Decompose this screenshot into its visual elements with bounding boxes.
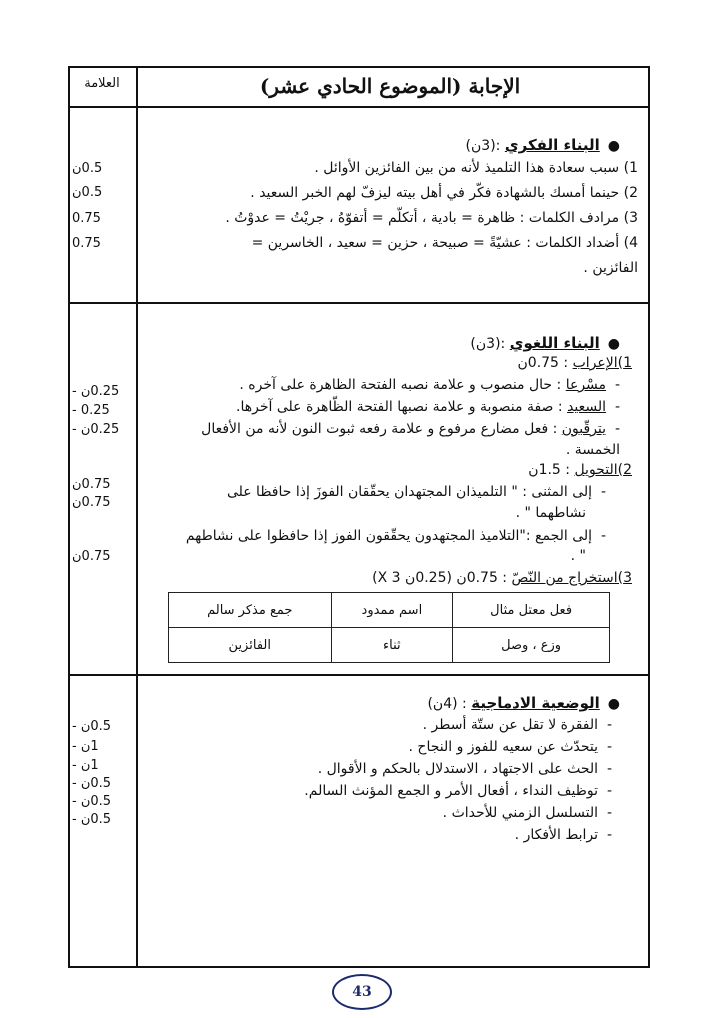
irab-heading: [518, 355, 632, 371]
section1-mark-4: 0.75: [72, 236, 101, 251]
section3-mark-4: 0.5ن -: [72, 776, 112, 791]
bullet-icon: ●: [607, 336, 620, 352]
marks-column-divider: [136, 66, 138, 968]
irab-item-2: - السعيد : صفة منصوبة و علامة نصبها الفتحة الظّاهرة على آخرها.: [236, 399, 620, 415]
bullet-icon: ●: [607, 138, 620, 154]
tahwil-text: إلى المثنى : " التلميذان المجتهدان يحقّقان الفوزَ إذا حافظا على: [226, 484, 593, 500]
irab-item-3-cont: الخمسة .: [565, 442, 620, 458]
tahwil-heading: [528, 462, 632, 478]
section1-item-3: 3) مرادف الكلمات : ظاهرة = بادية ، أتكلّم = أتفوّهُ ، جريْتُ = عدوْتُ .: [225, 210, 638, 226]
section2-points: :(3ن): [470, 336, 506, 352]
tahwil-points: : 1.5ن: [528, 462, 570, 478]
criterion-text: يتحدّث عن سعيه للفوز و النجاح .: [408, 739, 599, 755]
marks-column-label: العلامة: [84, 76, 120, 91]
section2-divider: [68, 674, 650, 676]
table-cell: وزع ، وصل: [453, 628, 610, 663]
page-title: الإجابة (الموضوع الحادي عشر): [259, 74, 521, 98]
irab-word: السعيد: [567, 399, 607, 415]
tahwil-item-2-cont: " .: [570, 548, 586, 564]
irab-item-1: - مسْرعا : حال منصوب و علامة نصبه الفتحة الظاهرة على آخره .: [239, 377, 620, 393]
irab-text: : حال منصوب و علامة نصبه الفتحة الظاهرة على آخره .: [239, 377, 562, 393]
section3-item-3: - الحث على الاجتهاد ، الاستدلال بالحكم و الأقوال .: [317, 761, 612, 777]
section1-item-2: 2) حينما أمسك بالشهادة فكّر في أهل بيته ليزفّ لهم الخبر السعيد .: [250, 185, 638, 201]
section1-item-4: 4) أضداد الكلمات : عشيّةً = صبيحة ، حزين = سعيد ، الخاسرين =: [251, 235, 638, 251]
criterion-text: ترابط الأفكار .: [514, 827, 599, 843]
page-number: 43: [332, 974, 392, 1010]
section3-mark-1: 0.5ن -: [72, 719, 112, 734]
section1-heading: [466, 136, 620, 154]
irab-mark-2: 0.25 -: [72, 403, 110, 418]
irab-word: يترقّبون: [561, 421, 607, 437]
table-cell: الفائزين: [169, 628, 332, 663]
extract-heading: [372, 570, 632, 586]
tahwil-item-1: - إلى المثنى : " التلميذان المجتهدان يحقّقان الفوزَ إذا حافظا على: [226, 484, 606, 500]
section2-heading: [470, 334, 620, 352]
section3-item-6: - ترابط الأفكار .: [514, 827, 612, 843]
section1-mark-1: 0.5ن: [72, 161, 103, 176]
section3-mark-2: 1ن -: [72, 739, 99, 754]
section1-points: :(3ن): [465, 138, 501, 154]
section3-mark-3: 1ن -: [72, 758, 99, 773]
irab-label: 1)الإعراب: [572, 355, 632, 371]
irab-points: : 0.75ن: [517, 355, 569, 371]
irab-item-3: - يترقّبون : فعل مضارع مرفوع و علامة رفعه ثبوت النون لأنه من الأفعال: [201, 421, 620, 437]
header-divider: [68, 106, 650, 108]
section3-item-2: - يتحدّث عن سعيه للفوز و النجاح .: [408, 739, 612, 755]
table-row: [169, 628, 610, 663]
section1-item-4-cont: الفائزين .: [583, 260, 638, 276]
irab-mark-1: 0.25ن -: [72, 384, 120, 399]
table-header-cell: اسم ممدود: [331, 593, 453, 628]
section3-item-5: - التسلسل الزمني للأحداث .: [442, 805, 612, 821]
irab-mark-3: 0.25ن -: [72, 422, 120, 437]
criterion-text: الفقرة لا تقل عن ستّة أسطر .: [422, 717, 599, 733]
word-extraction-table: [168, 592, 610, 663]
irab-word: مسْرعا: [565, 377, 607, 393]
tahwil-mark-1: 0.75ن: [72, 477, 111, 492]
table-header-cell: جمع مذكر سالم: [169, 593, 332, 628]
section1-item-1: 1) سبب سعادة هذا التلميذ لأنه من بين الفائزين الأوائل .: [314, 160, 638, 176]
section1-divider: [68, 302, 650, 304]
tahwil-mark-3: 0.75ن: [72, 549, 111, 564]
section1-mark-3: 0.75: [72, 211, 101, 226]
bullet-icon: ●: [607, 696, 620, 712]
table-header-cell: فعل معتل مثال: [453, 593, 610, 628]
tahwil-item-2: - إلى الجمع :"التلاميذ المجتهدون يحقّقون الفوز إذا حافظوا على نشاطهم: [185, 528, 606, 544]
table-cell: ثناء: [331, 628, 453, 663]
extract-label: 3)استخراج من النّصّ: [511, 570, 632, 586]
irab-text: : صفة منصوبة و علامة نصبها الفتحة الظّاهرة على آخرها.: [236, 399, 563, 415]
section2-title: البناء اللغوي: [509, 334, 600, 352]
section3-points: : (4ن): [427, 696, 467, 712]
criterion-text: الحث على الاجتهاد ، الاستدلال بالحكم و الأقوال .: [317, 761, 599, 777]
criterion-text: التسلسل الزمني للأحداث .: [442, 805, 599, 821]
section3-heading: [427, 694, 620, 712]
tahwil-mark-2: 0.75ن: [72, 495, 111, 510]
section3-mark-5: 0.5ن -: [72, 794, 112, 809]
tahwil-text: إلى الجمع :"التلاميذ المجتهدون يحقّقون الفوز إذا حافظوا على نشاطهم: [185, 528, 593, 544]
extract-points: : 0.75ن (0.25ن X 3): [372, 570, 508, 586]
table-row: [169, 593, 610, 628]
tahwil-label: 2)التحويل: [574, 462, 632, 478]
irab-text: : فعل مضارع مرفوع و علامة رفعه ثبوت النون لأنه من الأفعال: [201, 421, 558, 437]
section3-title: الوضعية الادماجية: [471, 694, 600, 712]
section3-item-4: - توظيف النداء ، أفعال الأمر و الجمع المؤنث السالم.: [304, 783, 612, 799]
section1-title: البناء الفكري: [504, 136, 600, 154]
section3-mark-6: 0.5ن -: [72, 812, 112, 827]
section3-item-1: - الفقرة لا تقل عن ستّة أسطر .: [422, 717, 612, 733]
section1-mark-2: 0.5ن: [72, 185, 103, 200]
criterion-text: توظيف النداء ، أفعال الأمر و الجمع المؤنث السالم.: [304, 783, 599, 799]
tahwil-item-1-cont: نشاطهما " .: [515, 505, 586, 521]
